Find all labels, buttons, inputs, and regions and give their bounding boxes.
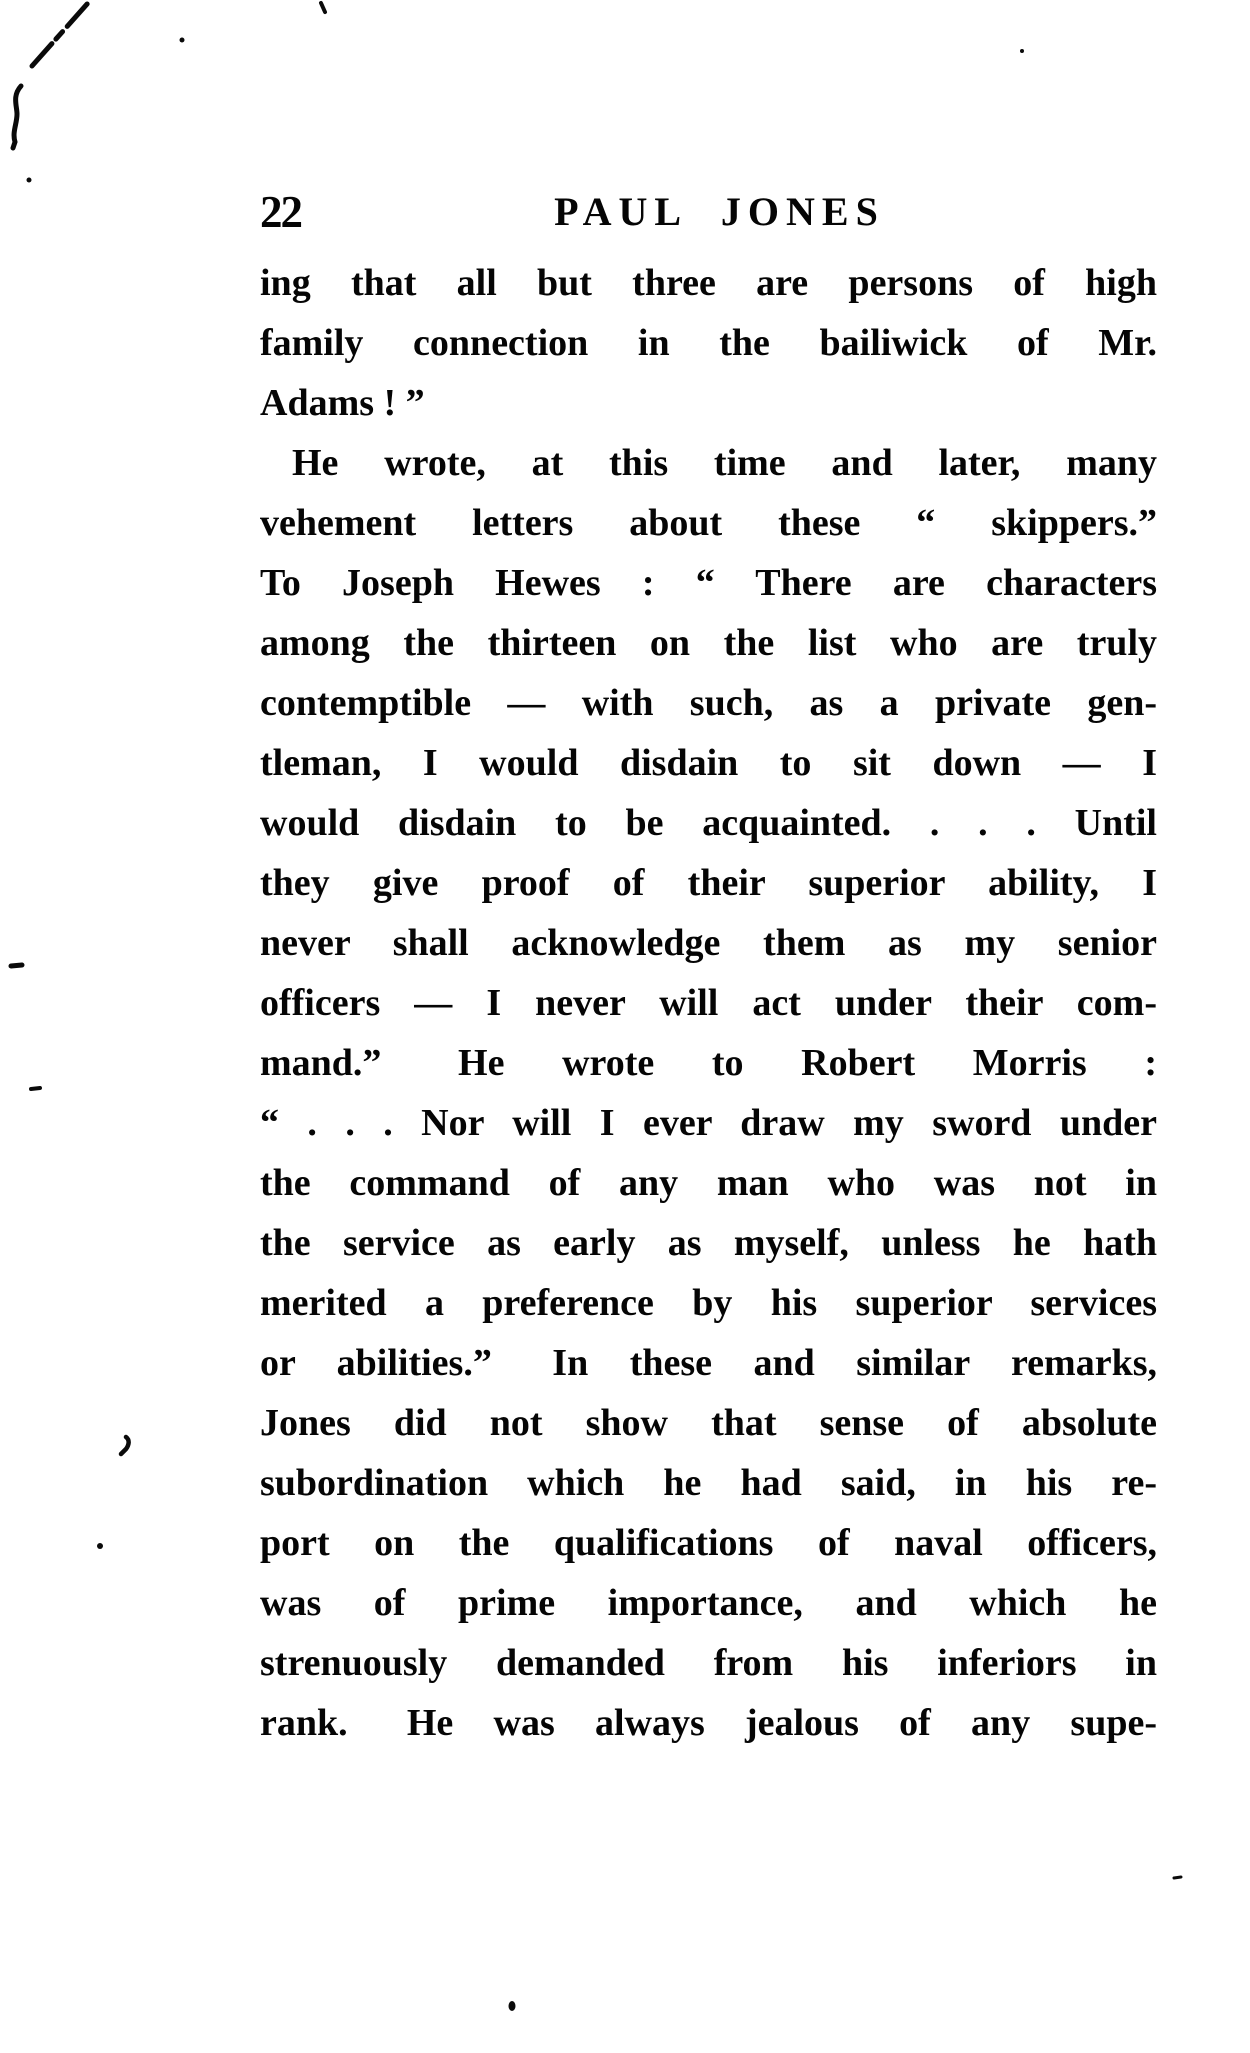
text-line: the command of any man who was not in — [260, 1162, 1157, 1204]
text-line: mand.” He wrote to Robert Morris : — [260, 1042, 1157, 1084]
ink-speck — [180, 38, 185, 43]
text-line: He wrote, at this time and later, many — [292, 442, 1157, 484]
margin-apostrophe-mark — [121, 1437, 129, 1454]
text-line: rank. He was always jealous of any supe- — [260, 1702, 1157, 1744]
text-line: tleman, I would disdain to sit down — I — [260, 742, 1157, 784]
text-line: would disdain to be acquainted. . . . Until — [260, 802, 1157, 844]
text-line: officers — I never will act under their com- — [260, 982, 1157, 1024]
text-line: subordination which he had said, in his re- — [260, 1462, 1157, 1504]
ink-speck — [97, 1543, 103, 1549]
text-line: Adams ! ” — [260, 382, 425, 424]
text-line: ing that all but three are persons of high — [260, 262, 1157, 304]
margin-dash-mark — [31, 1088, 40, 1089]
body-text-block — [260, 253, 1157, 1753]
text-line: strenuously demanded from his inferiors in — [260, 1642, 1157, 1684]
text-line: was of prime importance, and which he — [260, 1582, 1157, 1624]
margin-brace-mark — [13, 86, 21, 148]
text-line: “ . . . Nor will I ever draw my sword under — [260, 1102, 1157, 1144]
margin-dash-mark — [1174, 1877, 1181, 1878]
text-line: vehement letters about these “ skippers.” — [260, 502, 1157, 544]
page-number: 22 — [260, 187, 301, 237]
text-line: never shall acknowledge them as my senior — [260, 922, 1157, 964]
text-line: family connection in the bailiwick of Mr. — [260, 322, 1157, 364]
margin-dash-mark — [11, 965, 22, 966]
running-head — [260, 187, 1157, 237]
text-line: merited a preference by his superior services — [260, 1282, 1157, 1324]
text-line: among the thirteen on the list who are truly — [260, 622, 1157, 664]
text-line: or abilities.” In these and similar remarks, — [260, 1342, 1157, 1384]
page-title: PAUL JONES — [554, 189, 885, 234]
text-line: Jones did not show that sense of absolute — [260, 1402, 1157, 1444]
text-line: contemptible — with such, as a private gen- — [260, 682, 1157, 724]
margin-tick-mark — [321, 3, 325, 12]
text-line: they give proof of their superior ability, I — [260, 862, 1157, 904]
text-line: the service as early as myself, unless he hath — [260, 1222, 1157, 1264]
ink-speck — [27, 178, 32, 183]
text-line: port on the qualifications of naval officers, — [260, 1522, 1157, 1564]
ink-speck — [1020, 49, 1024, 53]
text-line: To Joseph Hewes : “ There are characters — [260, 562, 1157, 604]
margin-slash-mark — [32, 3, 88, 66]
bottom-center-dot — [509, 2001, 516, 2011]
